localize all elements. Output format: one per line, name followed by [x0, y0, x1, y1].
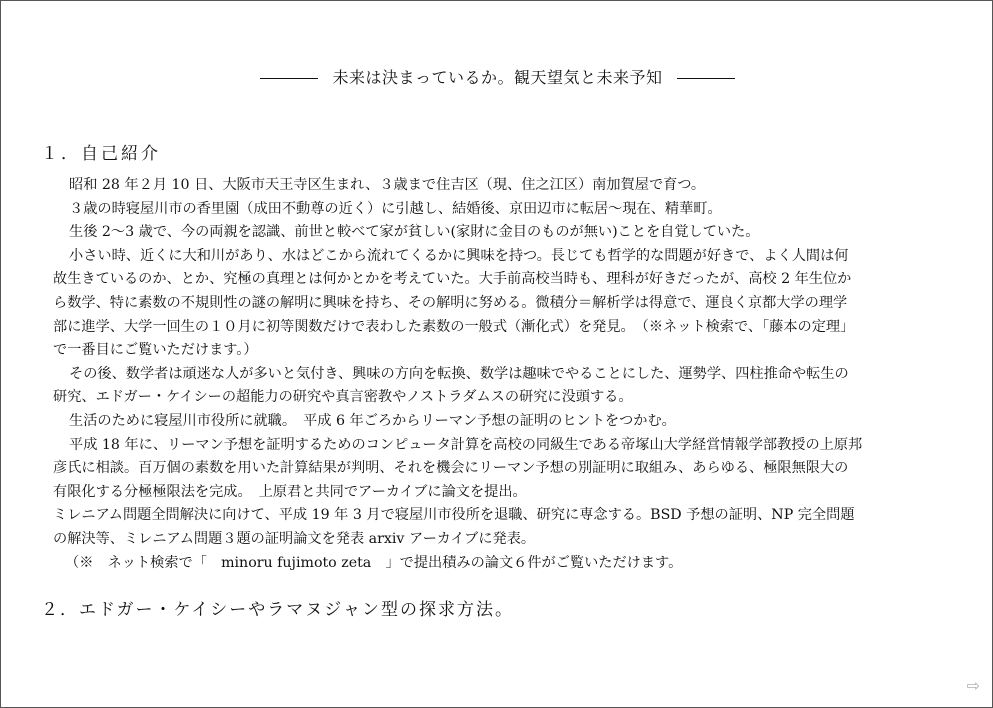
body-line: （※ ネット検索で「 minoru fujimoto zeta 」で提出積みの論文６件がご覧いただけます。 [65, 554, 683, 571]
slide-title [1, 65, 993, 88]
body-line: 有限化する分極極限法を完成。 上原君と共同でアーカイブに論文を提出。 [53, 483, 527, 500]
body-line: 彦氏に相談。百万個の素数を用いた計算結果が判明、それを機会にリーマン予想の別証明に取組み、あらゆる、極限無限大の [53, 460, 849, 477]
body-line: その後、数学者は頑迷な人が多いと気付き、興味の方向を転換、数学は趣味でやることにした、運勢学、四柱推命や転生の [69, 365, 849, 382]
body-line: 昭和 28 年２月 10 日、大阪市天王寺区生まれ、３歳まで住吉区（現、住之江区）南加賀屋で育つ。 [69, 177, 706, 193]
body-line: 小さい時、近くに大和川があり、水はどこから流れてくるかに興味を持つ。長じても哲学的な問題が好きで、よく人間は何 [69, 247, 849, 264]
body-line: 部に進学、大学一回生の１０月に初等関数だけで表わした素数の一般式（漸化式）を発見。 （※ネット検索で、「藤本の定理」 [53, 318, 855, 335]
body-line: 故生きているのか、とか、究極の真理とは何かとかを考えていた。大手前高校当時も、理科が好きだったが、高校 2 年生位か [53, 271, 852, 288]
body-line: ら数学、特に素数の不規則性の謎の解明に興味を持ち、その解明に努める。微積分＝解析学は得意で、運良く京都大学の理学 [53, 294, 848, 311]
body-line: 生後 2～3 歳で、今の両親を認識、前世と較べて家が貧しい(家財に金目のものが無い)ことを自覚していた。 [69, 224, 760, 241]
body-line: 生活のために寝屋川市役所に就職。 平成 6 年ごろからリーマン予想の証明のヒントをつかむ。 [69, 412, 676, 429]
title-text: 未来は決まっているか。観天望気と未来予知 [332, 68, 663, 87]
body-line: ミレニアム問題全問解決に向けて、平成 19 年 3 月で寝屋川市役所を退職、研究に専念する。BSD 予想の証明、NP 完全問題 [53, 507, 855, 524]
section1-heading: １．自己紹介 [41, 144, 161, 164]
body-line: ３歳の時寝屋川市の香里園（成田不動尊の近く）に引越し、結婚後、京田辺市に転居～現在、精華町。 [69, 200, 722, 217]
body-line: で一番目にご覧いただけます。） [53, 342, 258, 359]
next-arrow-icon[interactable]: ⇨ [966, 676, 980, 695]
title-rule-right [677, 78, 735, 79]
title-rule-left [260, 78, 318, 79]
body-line: 研究、エドガー・ケイシーの超能力の研究や真言密教やノストラダムスの研究に没頭する。 [53, 389, 633, 406]
body-line: の解決等、ミレニアム問題３題の証明論文を発表 arxiv アーカイブに発表。 [53, 530, 536, 547]
section2-heading: ２．エドガー・ケイシーやラマヌジャン型の探求方法。 [41, 600, 514, 620]
section1-body [53, 174, 955, 575]
body-line: 平成 18 年に、リーマン予想を証明するためのコンピュータ計算を高校の同級生である帝塚山大学経営情報学部教授の上原邦 [69, 436, 863, 453]
